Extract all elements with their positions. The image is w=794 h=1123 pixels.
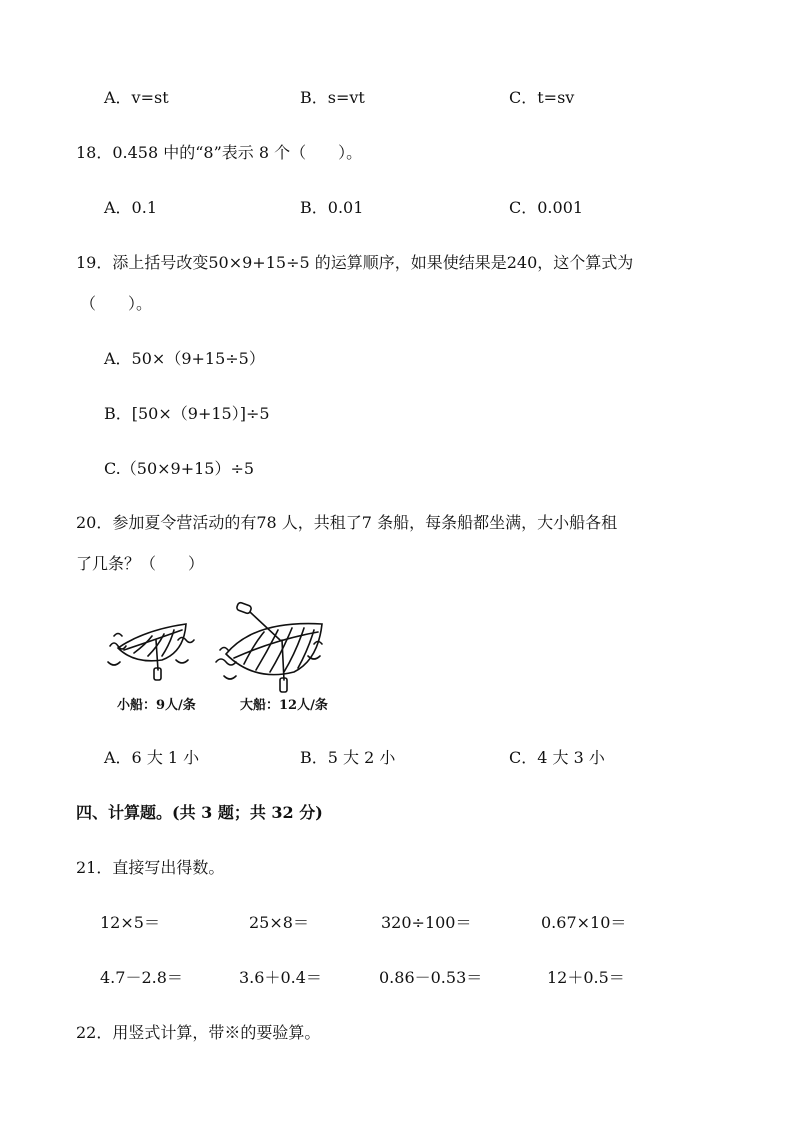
- q19-stem-line2: （ ）。: [80, 294, 153, 313]
- q18-option-b: B．0.01: [300, 198, 364, 217]
- big-boat-caption: 大船：12人/条: [240, 698, 328, 713]
- q21-item: 4.7－2.8＝: [100, 968, 183, 987]
- q17-option-c: C．t=sv: [509, 88, 575, 107]
- q20-option-c: C．4 大 3 小: [509, 748, 605, 767]
- section-4-title: 四、计算题。(共 3 题；共 32 分): [76, 803, 323, 822]
- q21-item: 12×5＝: [100, 913, 160, 932]
- q19-option-a: A．50×（9+15÷5）: [104, 349, 265, 368]
- small-boat-caption: 小船：9人/条: [117, 698, 196, 713]
- q20-option-b: B．5 大 2 小: [300, 748, 396, 767]
- q20-stem-line2: 了几条？（ ）: [76, 554, 205, 573]
- q18-stem: 18．0.458 中的“8”表示 8 个（ ）。: [76, 143, 363, 162]
- q22-stem: 22．用竖式计算，带※的要验算。: [76, 1023, 321, 1042]
- big-boat-icon: [216, 602, 322, 692]
- q21-item: 12＋0.5＝: [547, 968, 625, 987]
- q19-option-c: C.（50×9+15）÷5: [104, 459, 255, 478]
- q19-stem-line1: 19．添上括号改变50×9+15÷5 的运算顺序，如果使结果是240，这个算式为: [76, 253, 634, 272]
- q20-stem-line1: 20．参加夏令营活动的有78 人，共租了7 条船，每条船都坐满，大小船各租: [76, 513, 618, 532]
- q20-option-a: A．6 大 1 小: [104, 748, 200, 767]
- q21-item: 0.86－0.53＝: [379, 968, 483, 987]
- q19-option-b: B．[50×（9+15）]÷5: [104, 404, 270, 423]
- q21-item: 0.67×10＝: [541, 913, 627, 932]
- q21-item: 320÷100＝: [381, 913, 472, 932]
- q21-item: 25×8＝: [249, 913, 309, 932]
- small-boat-icon: [108, 624, 194, 680]
- q18-option-a: A．0.1: [104, 198, 158, 217]
- q21-item: 3.6＋0.4＝: [239, 968, 322, 987]
- q17-option-a: A．v=st: [104, 88, 169, 107]
- q18-option-c: C．0.001: [509, 198, 584, 217]
- q17-option-b: B．s=vt: [300, 88, 365, 107]
- q21-stem: 21．直接写出得数。: [76, 858, 225, 877]
